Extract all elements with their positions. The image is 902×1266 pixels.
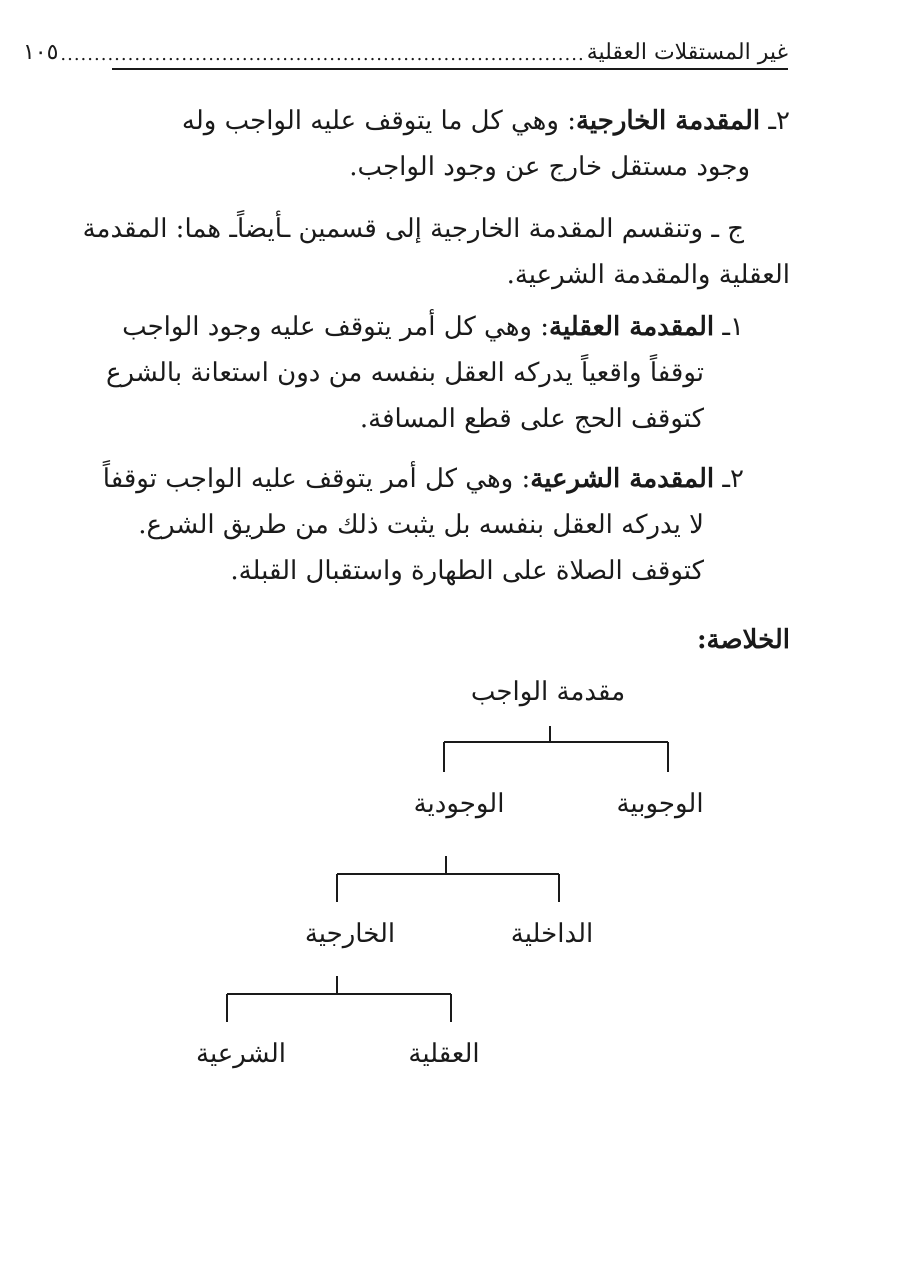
paragraph-line: العقلية والمقدمة الشرعية. [506, 260, 790, 290]
paragraph-line: وجود مستقل خارج عن وجود الواجب. [349, 152, 750, 182]
item-number: ٢ـ [768, 106, 790, 136]
leader-dots: .............................................................................. [60, 44, 585, 65]
paragraph-line: توقفاً واقعياً يدركه العقل بنفسه من دون استعانة بالشرع [105, 358, 704, 388]
paragraph-line: لا يدركه العقل بنفسه بل يثبت ذلك من طريق الشرع. [138, 510, 704, 540]
item-number: ٢ـ [722, 464, 744, 494]
summary-heading: الخلاصة: [696, 625, 790, 655]
defined-term: المقدمة الشرعية [530, 464, 715, 494]
running-header-title: غير المستقلات العقلية [586, 40, 788, 65]
tree-node-external: الخارجية [304, 919, 396, 949]
definition-text: : وهي كل ما يتوقف عليه الواجب وله [181, 106, 576, 136]
defined-term: المقدمة العقلية [549, 312, 715, 342]
paragraph-line: ج ـ وتنقسم المقدمة الخارجية إلى قسمين ـأيضاًـ هما: المقدمة [82, 214, 744, 244]
tree-node-existential: الوجودية [413, 789, 505, 819]
tree-node-obligatory: الوجوبية [616, 789, 704, 819]
tree-node-rational: العقلية [408, 1039, 480, 1069]
paragraph-line: كتوقف الحج على قطع المسافة. [359, 404, 704, 434]
tree-node-root: مقدمة الواجب [470, 677, 626, 707]
tree-node-internal: الداخلية [510, 919, 594, 949]
item-number: ١ـ [722, 312, 744, 342]
page-number: ١٠٥ [22, 40, 59, 65]
definition-text: : وهي كل أمر يتوقف عليه الواجب توقفاً [102, 464, 531, 494]
defined-term: المقدمة الخارجية [575, 106, 761, 136]
paragraph-line: كتوقف الصلاة على الطهارة واستقبال القبلة. [230, 556, 704, 586]
definition-text: : وهي كل أمر يتوقف عليه وجود الواجب [122, 312, 549, 342]
tree-node-legal: الشرعية [196, 1039, 286, 1069]
